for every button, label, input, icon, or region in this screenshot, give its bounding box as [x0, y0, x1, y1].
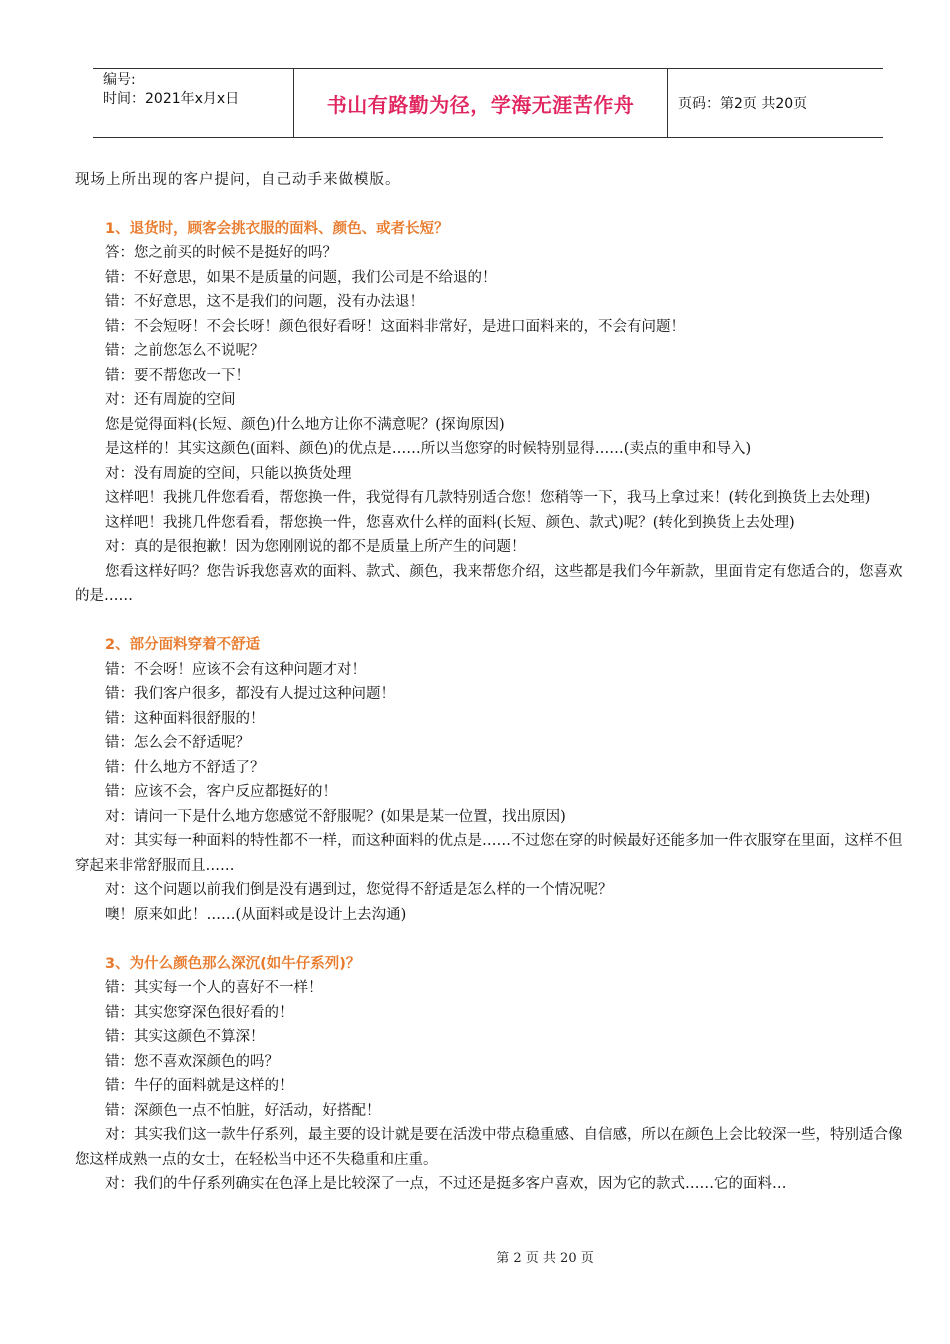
section-gap [75, 609, 905, 634]
answer-line: 错：其实您穿深色很好看的！ [105, 1004, 294, 1021]
answer-line: 错：要不帮您改一下！ [105, 367, 250, 384]
answer-line: 对：请问一下是什么地方您感觉不舒服呢？(如果是某一位置，找出原因) [105, 808, 566, 825]
answer-line: 这样吧！我挑几件您看看，帮您换一件，您喜欢什么样的面料(长短、颜色、款式)呢？(转化到换货上去处理) [105, 514, 795, 531]
section-heading: 2、部分面料穿着不舒适 [105, 637, 261, 653]
answer-line: 对：真的是很抱歉！因为您刚刚说的都不是质量上所产生的问题！ [105, 539, 526, 555]
intro-paragraph: 现场上所出现的客户提问，自己动手来做模版。 [75, 172, 401, 188]
answer-line: 错：应该不会，客户反应都挺好的！ [105, 784, 337, 800]
document-body [75, 168, 905, 1197]
answer-line: 错：其实每一个人的喜好不一样！ [105, 980, 323, 996]
answer-line: 错：深颜色一点不怕脏，好活动，好搭配！ [105, 1102, 381, 1119]
answer-line: 错：我们客户很多，都没有人提过这种问题！ [105, 686, 395, 702]
answer-line: 错：什么地方不舒适了？ [105, 759, 265, 776]
answer-line: 您是觉得面料(长短、颜色)什么地方让你不满意呢？(探询原因) [105, 416, 505, 433]
answer-paragraph: 这样吧！我挑几件您看看，帮您换一件，我觉得有几款特别适合您！您稍等一下，我马上拿过来！(转化到换货上去处理) [105, 490, 871, 506]
answer-line: 对：没有周旋的空间，只能以换货处理 [105, 465, 352, 482]
answer-line: 错：之前您怎么不说呢？ [105, 343, 265, 359]
motto-text: 书山有路勤为径，学海无涯苦作舟 [326, 92, 635, 117]
answer-line: 对：我们的牛仔系列确实在色泽上是比较深了一点，不过还是挺多客户喜欢，因为它的款式……它的面料… [105, 1176, 787, 1192]
answer-line: 答：您之前买的时候不是挺好的吗？ [105, 245, 337, 261]
page-footer: 第 2 页 共 20 页 [496, 1251, 594, 1266]
answer-line: 对：还有周旋的空间 [105, 392, 236, 408]
answer-paragraph: 对：其实每一种面料的特性都不一样，而这种面料的优点是……不过您在穿的时候最好还能多加一件衣服穿在里面，这样不但穿起来非常舒服而且…… [75, 833, 903, 874]
section-heading: 1、退货时，顾客会挑衣服的面料、颜色、或者长短？ [105, 220, 449, 237]
number-label: 编号: [103, 72, 136, 88]
header-meta [93, 69, 294, 137]
header-motto-cell [294, 69, 668, 137]
page-header [93, 68, 883, 138]
answer-line: 错：不好意思，如果不是质量的问题，我们公司是不给退的！ [105, 269, 497, 286]
answer-paragraph: 您看这样好吗？您告诉我您喜欢的面料、款式、颜色，我来帮您介绍，这些都是我们今年新款，里面肯定有您适合的，您喜欢的是…… [75, 563, 903, 604]
answer-line: 噢！原来如此！……(从面料或是设计上去沟通) [105, 906, 407, 923]
page-info: 页码：第2页 共20页 [678, 96, 808, 112]
answer-line: 错：牛仔的面料就是这样的！ [105, 1078, 294, 1094]
answer-line: 错：这种面料很舒服的！ [105, 710, 265, 727]
answer-line: 错：怎么会不舒适呢？ [105, 735, 250, 751]
time-label: 时间：2021年x月x日 [103, 91, 240, 107]
answer-line: 错：不会短呀！不会长呀！颜色很好看呀！这面料非常好，是进口面料来的，不会有问题！ [105, 318, 685, 335]
section-heading: 3、为什么颜色那么深沉(如牛仔系列)？ [105, 955, 361, 972]
answer-line: 错：不好意思，这不是我们的问题，没有办法退！ [105, 294, 424, 310]
answer-paragraph: 对：其实我们这一款牛仔系列，最主要的设计就是要在活泼中带点稳重感、自信感，所以在颜色上会比较深一些，特别适合像您这样成熟一点的女士，在轻松当中还不失稳重和庄重。 [75, 1127, 903, 1168]
answer-line: 错：不会呀！应该不会有这种问题才对！ [105, 661, 366, 678]
answer-line: 是这样的！其实这颜色(面料、颜色)的优点是……所以当您穿的时候特别显得……(卖点的重申和导入) [105, 441, 752, 457]
answer-line: 错：其实这颜色不算深！ [105, 1029, 265, 1045]
section-gap [75, 927, 905, 952]
answer-line: 错：您不喜欢深颜色的吗？ [105, 1053, 279, 1070]
answer-line: 对：这个问题以前我们倒是没有遇到过，您觉得不舒适是怎么样的一个情况呢？ [105, 882, 613, 898]
